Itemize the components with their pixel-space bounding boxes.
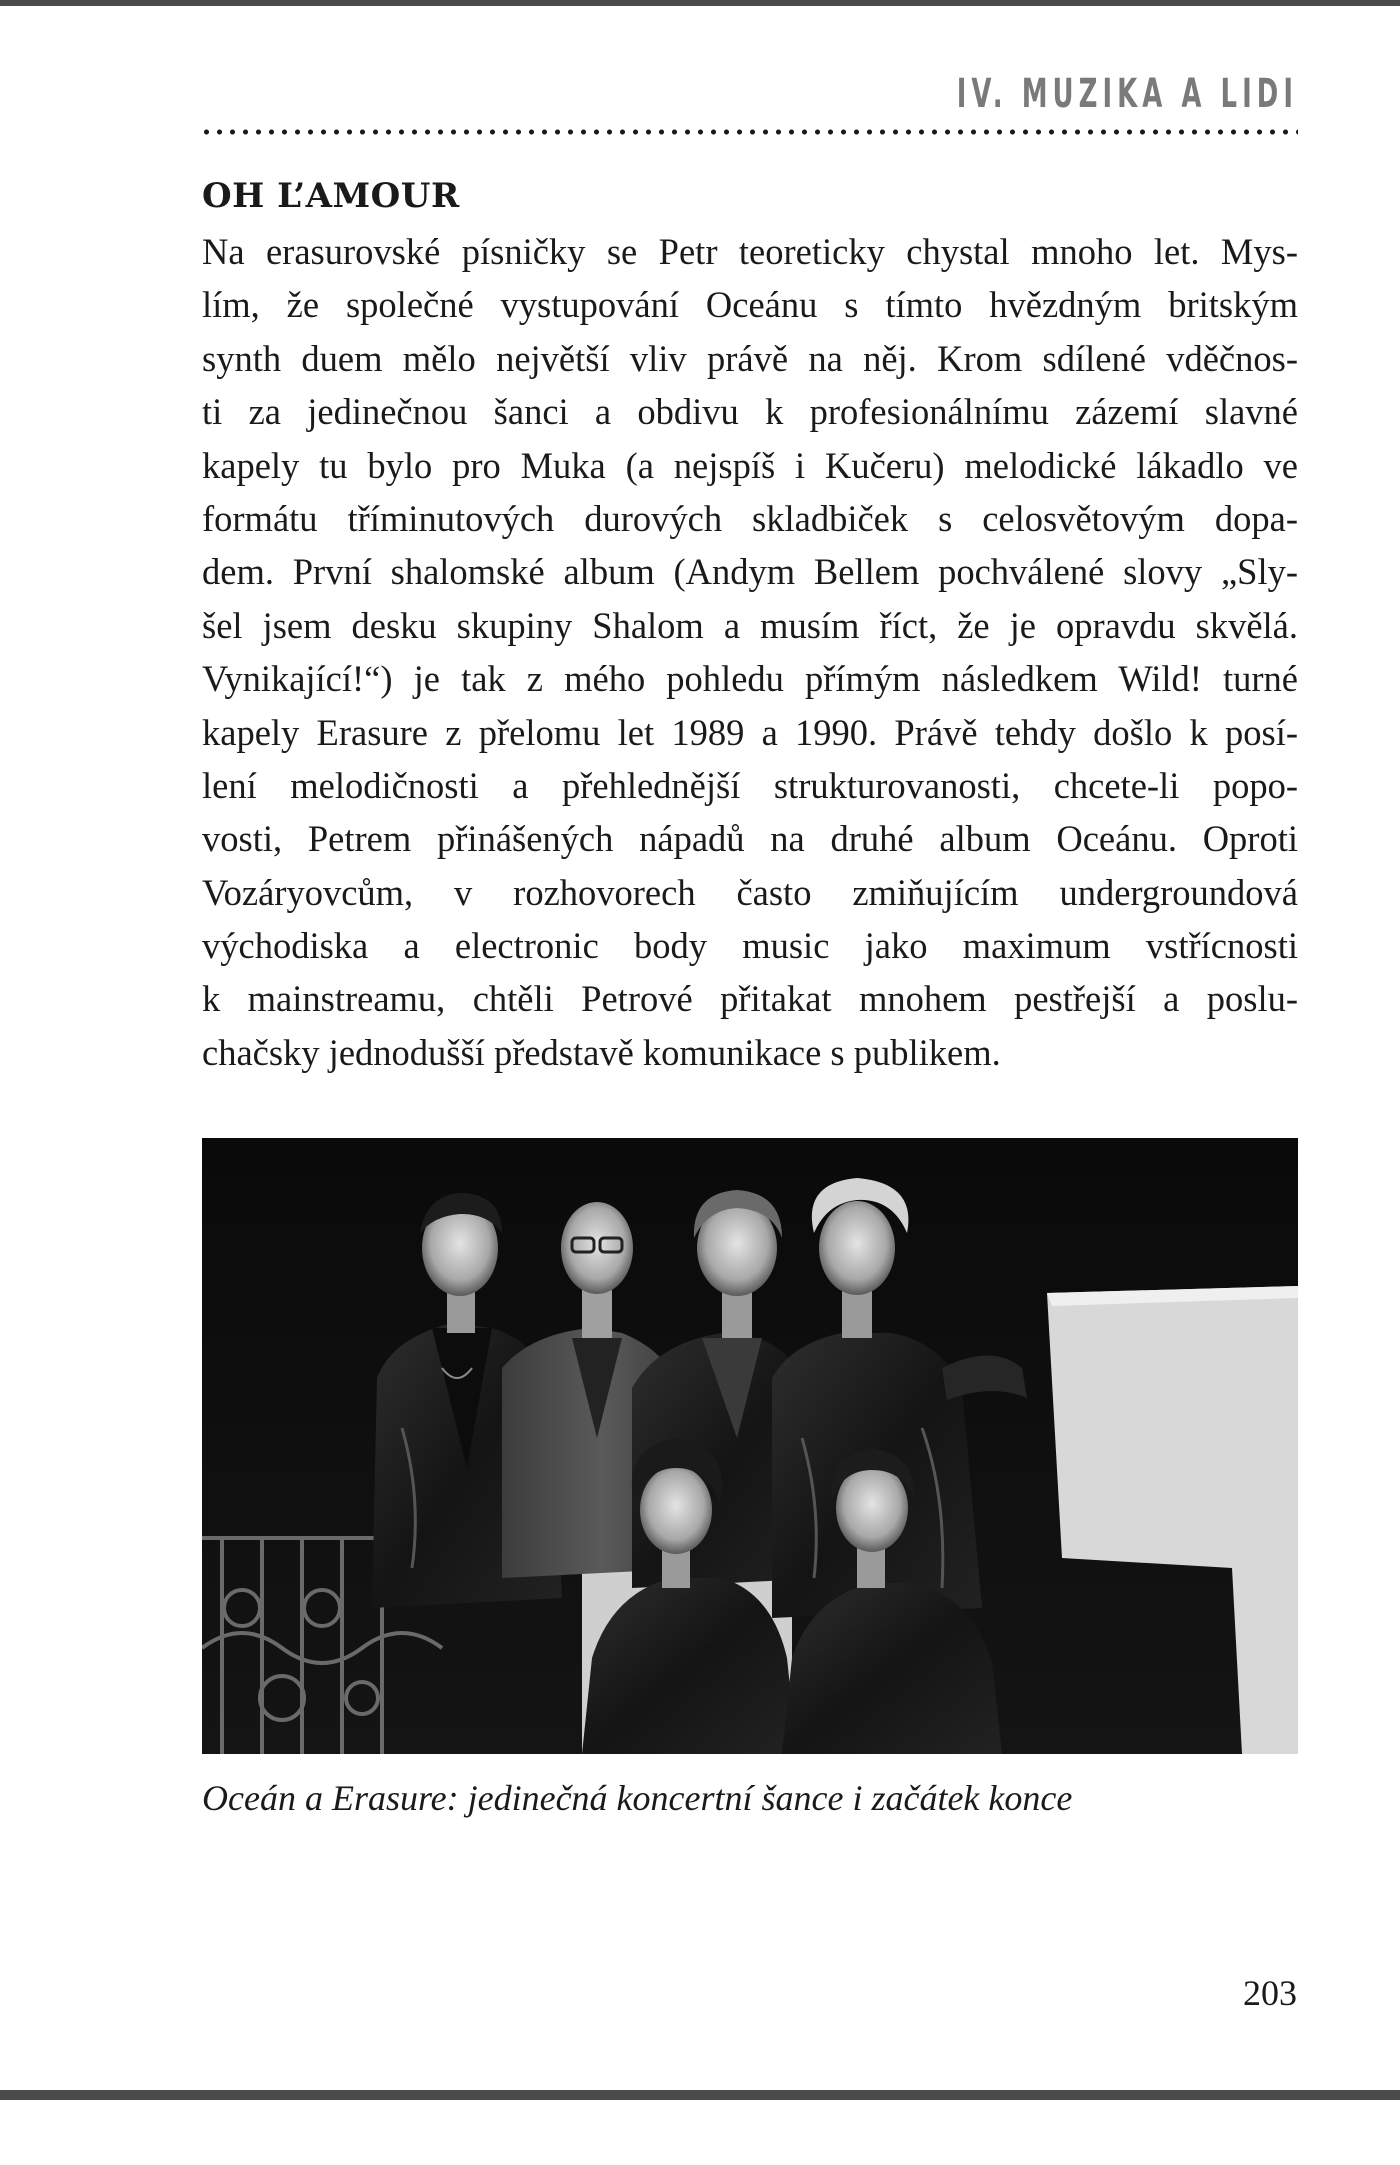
dotted-rule (200, 128, 1298, 136)
body-line: kapely tu bylo pro Muka (a nejspíš i Kučeru) melodické lákadlo ve (202, 444, 1298, 486)
band-photo-illustration (202, 1138, 1298, 1754)
photo-caption: Oceán a Erasure: jedinečná koncertní šance i začátek konce (202, 1778, 1073, 1818)
page-frame-top (0, 0, 1400, 6)
band-photo (202, 1138, 1298, 1754)
body-line: dem. První shalomské album (Andym Bellem pochválené slovy „Sly- (202, 551, 1298, 593)
body-line: Na erasurovské písničky se Petr teoreticky chystal mnoho let. Mys- (202, 231, 1298, 272)
body-line: formátu tříminutových durových skladbiček s celosvětovým dopa- (202, 497, 1298, 539)
body-line: k mainstreamu, chtěli Petrové přitakat mnohem pestřejší a poslu- (202, 978, 1298, 1020)
body-line: chačsky jednodušší představě komunikace s publikem. (202, 1031, 1001, 1073)
body-line: šel jsem desku skupiny Shalom a musím říct, že je opravdu skvělá. (202, 604, 1298, 646)
body-line: Vozáryovcům, v rozhovorech často zmiňujícím undergroundová (202, 871, 1298, 913)
body-line: kapely Erasure z přelomu let 1989 a 1990. Právě tehdy došlo k posí- (202, 711, 1298, 753)
body-line: Vynikající!“) je tak z mého pohledu přímým následkem Wild! turné (202, 658, 1298, 700)
section-title: OH L’AMOUR (202, 176, 460, 216)
body-paragraph (202, 225, 1298, 1079)
body-line: synth duem mělo největší vliv právě na něj. Krom sdílené vděčnos- (202, 337, 1298, 379)
body-line: vosti, Petrem přinášených nápadů na druhé album Oceánu. Oproti (202, 818, 1298, 860)
body-line: ti za jedinečnou šanci a obdivu k profesionálnímu zázemí slavné (202, 391, 1298, 433)
page-number: 203 (1243, 1973, 1297, 2013)
body-line: východiska a electronic body music jako maximum vstřícnosti (202, 925, 1298, 967)
page-frame-bottom (0, 2090, 1400, 2100)
running-head: IV. MUZIKA A LIDI (956, 71, 1298, 117)
body-line: lím, že společné vystupování Oceánu s tímto hvězdným britským (202, 284, 1298, 326)
body-line: lení melodičnosti a přehlednější strukturovanosti, chcete-li popo- (202, 764, 1298, 806)
